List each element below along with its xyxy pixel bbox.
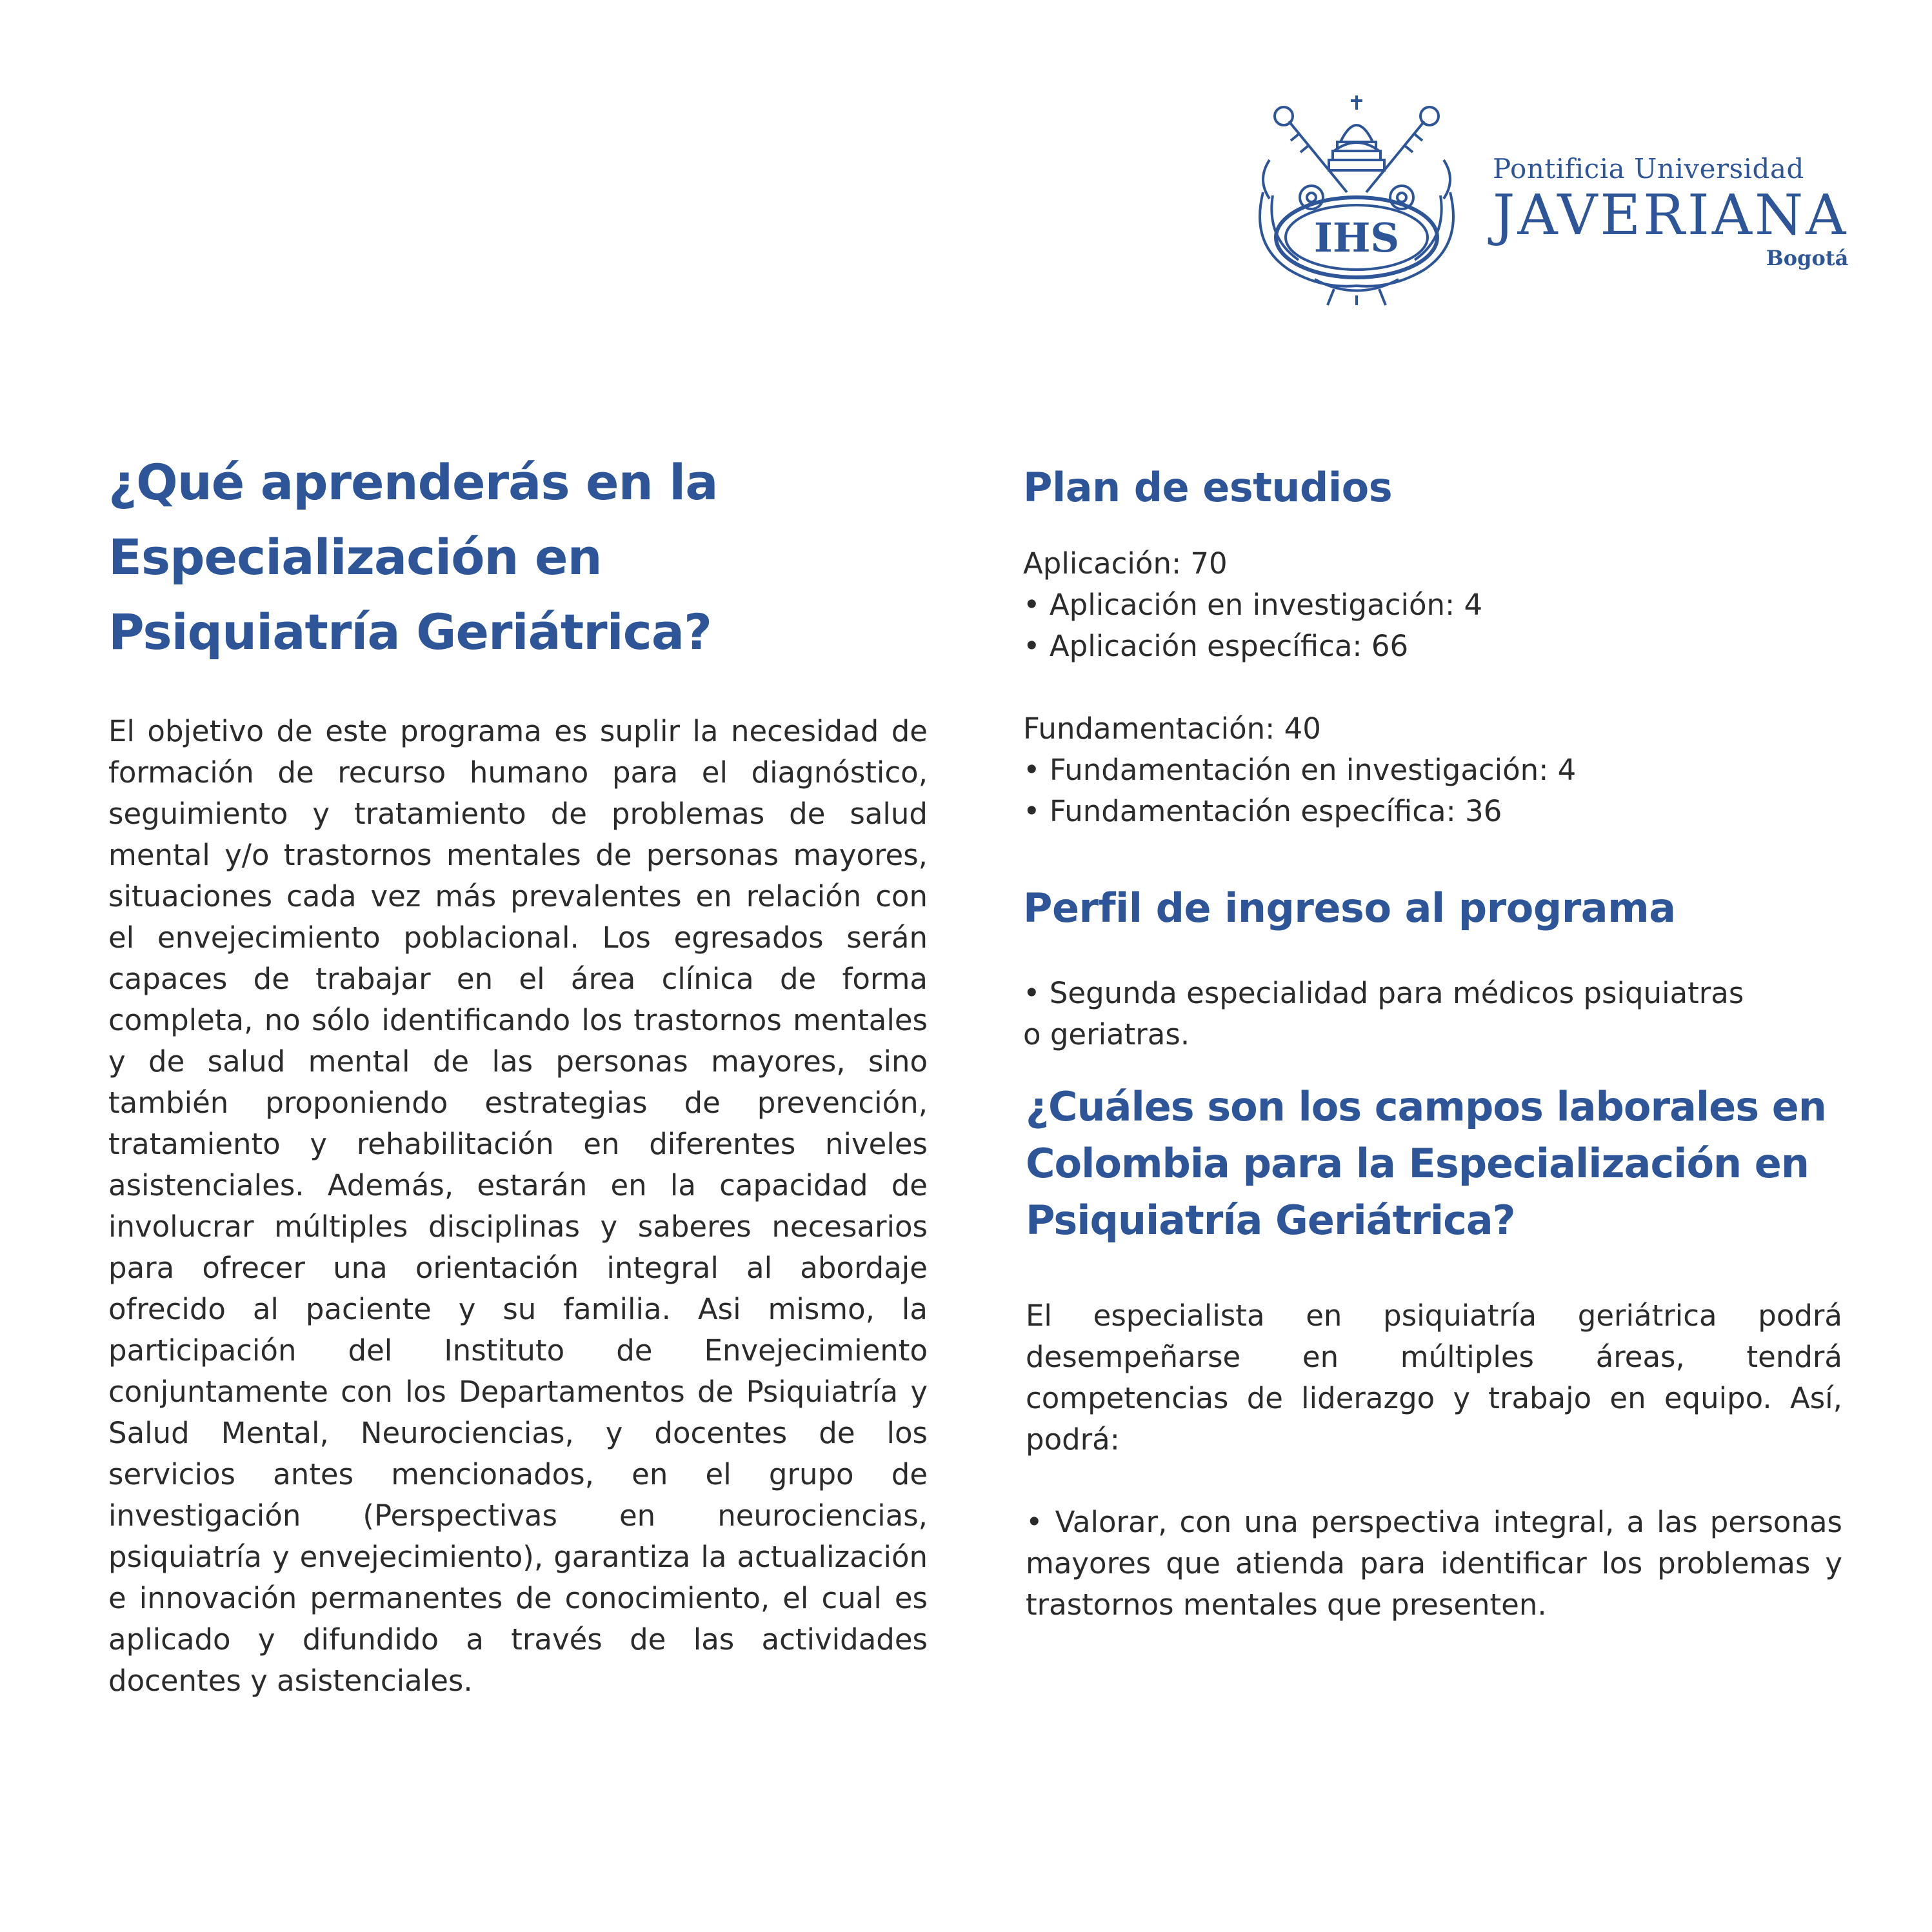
left-column [108,445,928,1702]
right-column [1023,445,1842,1626]
seal-monogram: IHS [1313,214,1400,261]
list-item: Fundamentación: 40 [1023,712,1321,746]
campos-title [1026,1079,1842,1249]
list-item: • Segunda especialidad para médicos psiquiatras [1023,976,1744,1010]
program-description: El objetivo de este programa es suplir la necesidad de formación de recurso humano para el diagnóstico, seguimiento y tratamiento de problemas de salud mental y/o trastornos mentales de personas mayores, situaciones cada vez más prevalentes en relación con el envejecimiento poblacional. Los egresados serán capaces de trabajar en el área clínica de forma completa, no sólo identificando los trastornos mentales y de salud mental de las personas mayores, sino también proponiendo estrategias de prevención, tratamiento y rehabilitación en diferentes niveles asistenciales. Además, estarán en la capacidad de involucrar múltiples disciplinas y saberes necesarios para ofrecer una orientación integral al abordaje ofrecido al paciente y su familia. Asi mismo, la participación del Instituto de Envejecimiento conjuntamente con los Departamentos de Psiquiatría y Salud Mental, Neurociencias, y docentes de los servicios antes mencionados, en el grupo de investigación (Perspectivas en neurociencias, psiquiatría y envejecimiento), garantiza la actualización e innovación permanentes de conocimiento, el cual es aplicado y difundido a través de las actividades docentes y asistenciales. [108,714,928,1698]
university-seal-icon [1244,83,1469,308]
university-logo [1244,83,1849,315]
plan-group-fundamentacion [1023,708,1842,832]
university-wordmark [1493,154,1848,270]
page-title-line: Especialización en [108,528,602,586]
list-item: Aplicación: 70 [1023,546,1228,581]
plan-title: Plan de estudios [1023,464,1393,511]
list-item: • Aplicación específica: 66 [1023,629,1409,663]
list-item: o geriatras. [1023,1017,1190,1051]
campos-title-line: Psiquiatría Geriátrica? [1026,1197,1515,1244]
university-city: Bogotá [1766,246,1849,270]
perfil-title: Perfil de ingreso al programa [1023,884,1676,931]
campos-bullet: • Valorar, con una perspectiva integral, a las personas mayores que atienda para identificar los problemas y trastornos mentales que presenten. [1026,1505,1842,1622]
campos-title-line: Colombia para la Especialización en [1026,1140,1809,1187]
page-title [108,445,928,670]
page-title-line: Psiquiatría Geriátrica? [108,603,712,661]
campos-intro: El especialista en psiquiatría geriátrica podrá desempeñarse en múltiples áreas, tendrá competencias de liderazgo y trabajo en equipo. Así, podrá: [1026,1299,1842,1457]
list-item: • Aplicación en investigación: 4 [1023,588,1483,622]
perfil-list [1023,973,1842,1055]
university-prefix: Pontificia Universidad [1493,153,1804,184]
list-item: • Fundamentación en investigación: 4 [1023,753,1577,787]
page-title-line: ¿Qué aprenderás en la [108,453,718,511]
plan-group-aplicacion [1023,543,1842,667]
campos-title-line: ¿Cuáles son los campos laborales en [1026,1083,1826,1130]
university-name: JAVERIANA [1493,183,1849,248]
list-item: • Fundamentación específica: 36 [1023,794,1502,828]
